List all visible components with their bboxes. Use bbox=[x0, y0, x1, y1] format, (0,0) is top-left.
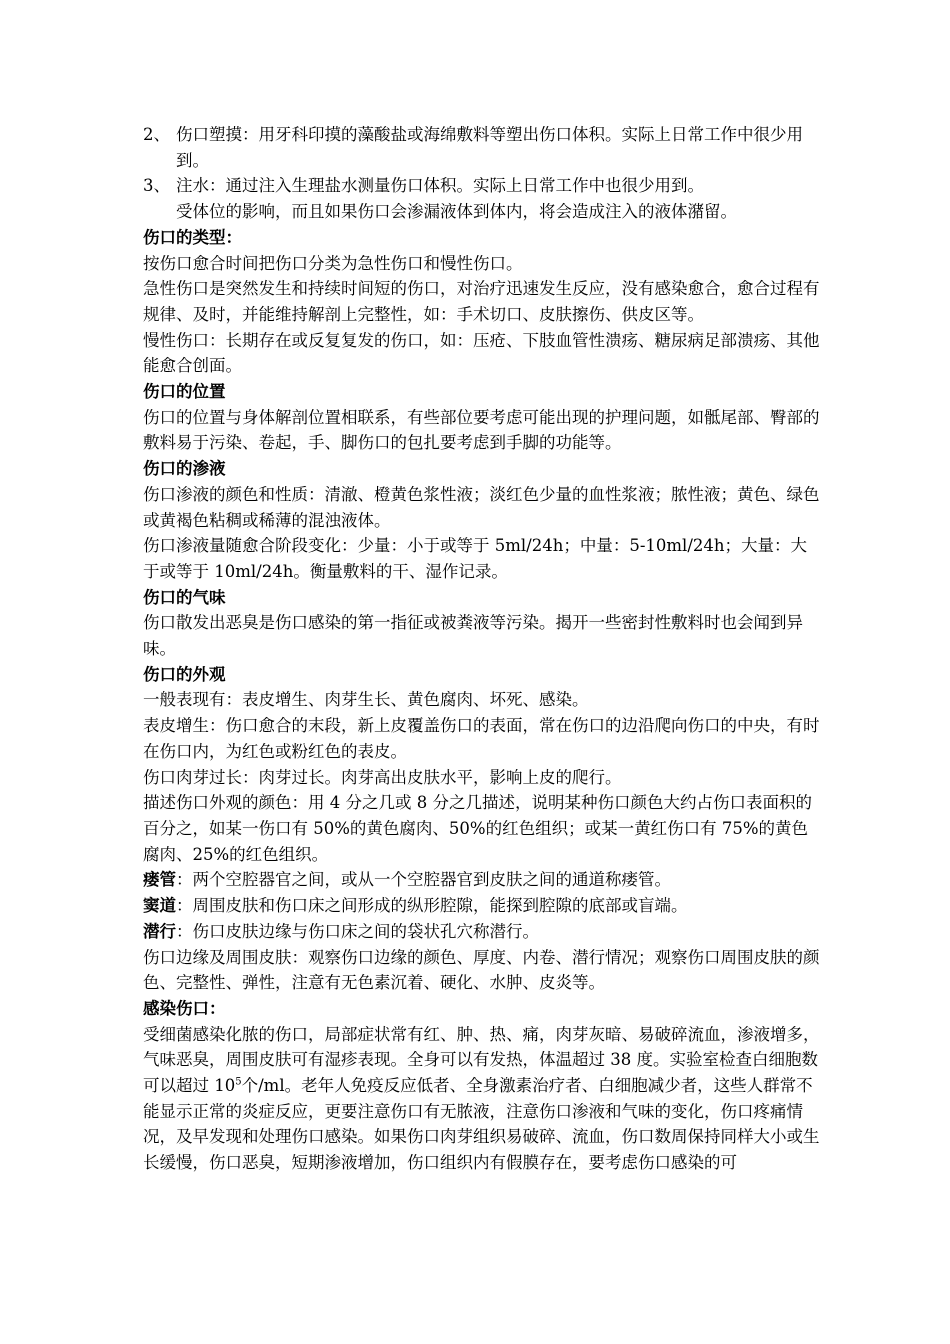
term-fistula: 瘘管 bbox=[143, 870, 176, 890]
term-sinus: 窦道 bbox=[143, 896, 176, 916]
paragraph: 急性伤口是突然发生和持续时间短的伤口，对治疗迅速发生反应，没有感染愈合，愈合过程有规律、及时，并能维持解剖上完整性，如：手术切口、皮肤擦伤、供皮区等。 bbox=[143, 279, 820, 324]
section-heading-odor: 伤口的气味 bbox=[143, 587, 226, 607]
document-page bbox=[143, 122, 823, 1176]
paragraph: 伤口渗液量随愈合阶段变化：少量：小于或等于 5ml/24h；中量：5-10ml/24h；大量：大于或等于 10ml/24h。衡量敷料的干、湿作记录。 bbox=[143, 536, 808, 581]
section-heading-infection: 感染伤口： bbox=[143, 998, 226, 1018]
paragraph bbox=[143, 1022, 823, 1176]
list-item bbox=[143, 122, 823, 173]
list-item bbox=[143, 173, 823, 199]
definition-text: ：周围皮肤和伤口床之间形成的纵形腔隙，能探到腔隙的底部或盲端。 bbox=[176, 896, 688, 916]
paragraph: 慢性伤口：长期存在或反复复发的伤口，如：压疮、下肢血管性溃疡、糖尿病足部溃疡、其他能愈合创面。 bbox=[143, 330, 820, 376]
paragraph: 表皮增生：伤口愈合的末段，新上皮覆盖伤口的表面，常在伤口的边沿爬向伤口的中央，有时在伤口内，为红色或粉红色的表皮。 bbox=[143, 716, 820, 761]
paragraph: 按伤口愈合时间把伤口分类为急性伤口和慢性伤口。 bbox=[143, 253, 523, 273]
paragraph: 描述伤口外观的颜色：用 4 分之几或 8 分之几描述，说明某种伤口颜色大约占伤口表面积的百分之，如某一伤口有 50%的黄色腐肉、50%的红色组织；或某一黄红伤口有 75%的黄色腐肉、25%的红色组织。 bbox=[143, 793, 812, 864]
definition-text: ：两个空腔器官之间，或从一个空腔器官到皮肤之间的通道称瘘管。 bbox=[176, 870, 671, 890]
section-heading-appearance: 伤口的外观 bbox=[143, 664, 226, 684]
paragraph: 伤口的位置与身体解剖位置相联系，有些部位要考虑可能出现的护理问题，如骶尾部、臀部的敷料易于污染、卷起，手、脚伤口的包扎要考虑到手脚的功能等。 bbox=[143, 407, 820, 453]
section-heading-types: 伤口的类型： bbox=[143, 227, 242, 247]
definition-fistula bbox=[143, 867, 823, 893]
section-heading-exudate: 伤口的渗液 bbox=[143, 459, 226, 479]
list-text: 伤口塑摸：用牙科印摸的藻酸盐或海绵敷料等塑出伤口体积。实际上日常工作中很少用到。 bbox=[176, 125, 803, 170]
list-number: 3、 bbox=[143, 176, 170, 196]
list-text: 注水：通过注入生理盐水测量伤口体积。实际上日常工作中也很少用到。 bbox=[176, 176, 704, 196]
paragraph: 伤口肉芽过长：肉芽过长。肉芽高出皮肤水平，影响上皮的爬行。 bbox=[143, 767, 622, 787]
definition-sinus bbox=[143, 893, 823, 919]
superscript: 5 bbox=[235, 1076, 242, 1088]
paragraph: 伤口散发出恶臭是伤口感染的第一指征或被粪液等污染。揭开一些密封性敷料时也会闻到异味。 bbox=[143, 613, 803, 659]
section-heading-position: 伤口的位置 bbox=[143, 382, 226, 402]
paragraph: 伤口边缘及周围皮肤：观察伤口边缘的颜色、厚度、内卷、潜行情况；观察伤口周围皮肤的颜色、完整性、弹性，注意有无色素沉着、硬化、水肿、皮炎等。 bbox=[143, 947, 820, 993]
list-continuation: 受体位的影响，而且如果伤口会渗漏液体到体内，将会造成注入的液体潴留。 bbox=[176, 202, 737, 222]
paragraph: 一般表现有：表皮增生、肉芽生长、黄色腐肉、坏死、感染。 bbox=[143, 690, 589, 710]
text-run: 个/ml。老年人免疫反应低者、全身激素治疗者、白细胞减少者，这些人群常不能显示正常的炎症反应，更要注意伤口有无脓液，注意伤口渗液和气味的变化，伤口疼痛情况，及早发现和处理伤口感染。如果伤口肉芽组织易破碎、流血，伤口数周保持同样大小或生长缓慢，伤口恶臭，短期渗液增加，伤口组织内有假膜存在，要考虑伤口感染的可 bbox=[143, 1076, 820, 1173]
definition-undermining bbox=[143, 919, 823, 945]
definition-text: ：伤口皮肤边缘与伤口床之间的袋状孔穴称潜行。 bbox=[176, 921, 539, 941]
term-undermining: 潜行 bbox=[143, 921, 176, 941]
list-number: 2、 bbox=[143, 125, 170, 144]
paragraph: 伤口渗液的颜色和性质：清澈、橙黄色浆性液；淡红色少量的血性浆液；脓性液；黄色、绿色或黄褐色粘稠或稀薄的混浊液体。 bbox=[143, 484, 820, 530]
text-run: 受细菌感染化脓的伤口，局部症状常有红、肿、热、痛，肉芽灰暗、易破碎流血，渗液增多，气味恶臭，周围皮肤可有湿疹表现。全身可以有发热，体温超过 38 度。实验室检查白细胞数可以超过 10 bbox=[143, 1024, 820, 1096]
